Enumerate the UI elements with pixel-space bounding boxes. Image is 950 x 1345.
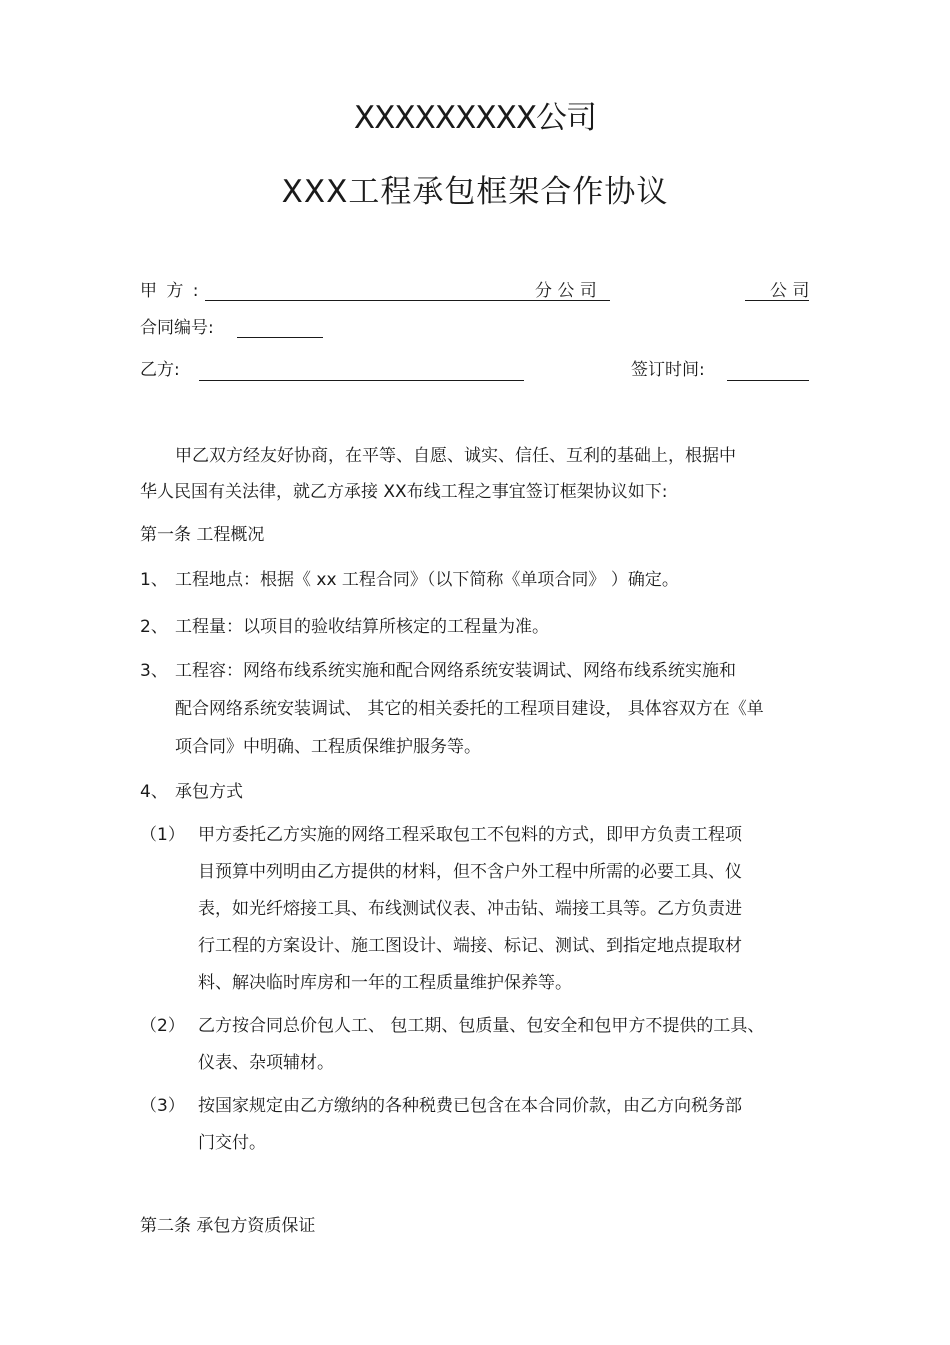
item-2-line-1: 工程量：以项目的验收结算所核定的工程量为准。 xyxy=(175,617,549,637)
intro-line-1: 甲乙双方经友好协商，在平等、自愿、诚实、信任、互利的基础上，根据中 xyxy=(175,446,736,466)
item-4-number: 4、 xyxy=(140,782,168,802)
item-3-line-3: 项合同》中明确、工程质保维护服务等。 xyxy=(175,737,481,757)
sign-time-label: 签订时间: xyxy=(631,360,705,380)
item-1-number: 1、 xyxy=(140,570,168,590)
subitem-1-line-2: 目预算中列明由乙方提供的材料，但不含户外工程中所需的必要工具、仪 xyxy=(198,862,742,882)
item-4-line-1: 承包方式 xyxy=(175,782,243,802)
item-3-line-1: 工程容：网络布线系统实施和配合网络系统安装调试、网络布线系统实施和 xyxy=(175,661,736,681)
item-2-number: 2、 xyxy=(140,617,168,637)
item-3-line-2: 配合网络系统安装调试、 其它的相关委托的工程项目建设， 具体容双方在《单 xyxy=(175,699,764,719)
subitem-1-line-3: 表，如光纤熔接工具、布线测试仪表、冲击钻、端接工具等。乙方负责进 xyxy=(198,899,742,919)
company-suffix: 公 司 xyxy=(770,281,810,301)
subitem-3-line-1: 按国家规定由乙方缴纳的各种税费已包含在本合同价款，由乙方向税务部 xyxy=(198,1096,742,1116)
subitem-2-number: （2） xyxy=(140,1016,185,1036)
subitem-2-line-1: 乙方按合同总价包人工、 包工期、包质量、包安全和包甲方不提供的工具、 xyxy=(198,1016,765,1036)
subitem-1-line-4: 行工程的方案设计、施工图设计、端接、标记、测试、到指定地点提取材 xyxy=(198,936,742,956)
subitem-2-line-2: 仪表、杂项辅材。 xyxy=(198,1053,334,1073)
sign-time-blank xyxy=(727,380,809,381)
article-1-heading: 第一条 工程概况 xyxy=(140,525,265,545)
branch-suffix: 分 公 司 xyxy=(535,281,597,301)
subitem-1-number: （1） xyxy=(140,825,185,845)
item-1-line-1: 工程地点：根据《 xx 工程合同》（以下简称《单项合同》 ）确定。 xyxy=(175,570,679,590)
contract-no-blank xyxy=(237,337,323,338)
subitem-3-number: （3） xyxy=(140,1096,185,1116)
party-b-blank xyxy=(199,380,524,381)
intro-line-2: 华人民国有关法律，就乙方承接 XX布线工程之事宜签订框架协议如下: xyxy=(140,482,668,502)
agreement-title: XXX工程承包框架合作协议 xyxy=(281,174,669,210)
party-b-label: 乙方: xyxy=(140,360,180,380)
company-title: XXXXXXXXX公司 xyxy=(353,100,597,136)
subitem-1-line-5: 料、解决临时库房和一年的工程质量维护保养等。 xyxy=(198,973,572,993)
subitem-1-line-1: 甲方委托乙方实施的网络工程采取包工不包料的方式，即甲方负责工程项 xyxy=(198,825,742,845)
subitem-3-line-2: 门交付。 xyxy=(198,1133,266,1153)
party-a-label: 甲 方 : xyxy=(140,281,201,301)
item-3-number: 3、 xyxy=(140,661,168,681)
article-2-heading: 第二条 承包方资质保证 xyxy=(140,1216,316,1236)
contract-no-label: 合同编号: xyxy=(140,318,214,338)
